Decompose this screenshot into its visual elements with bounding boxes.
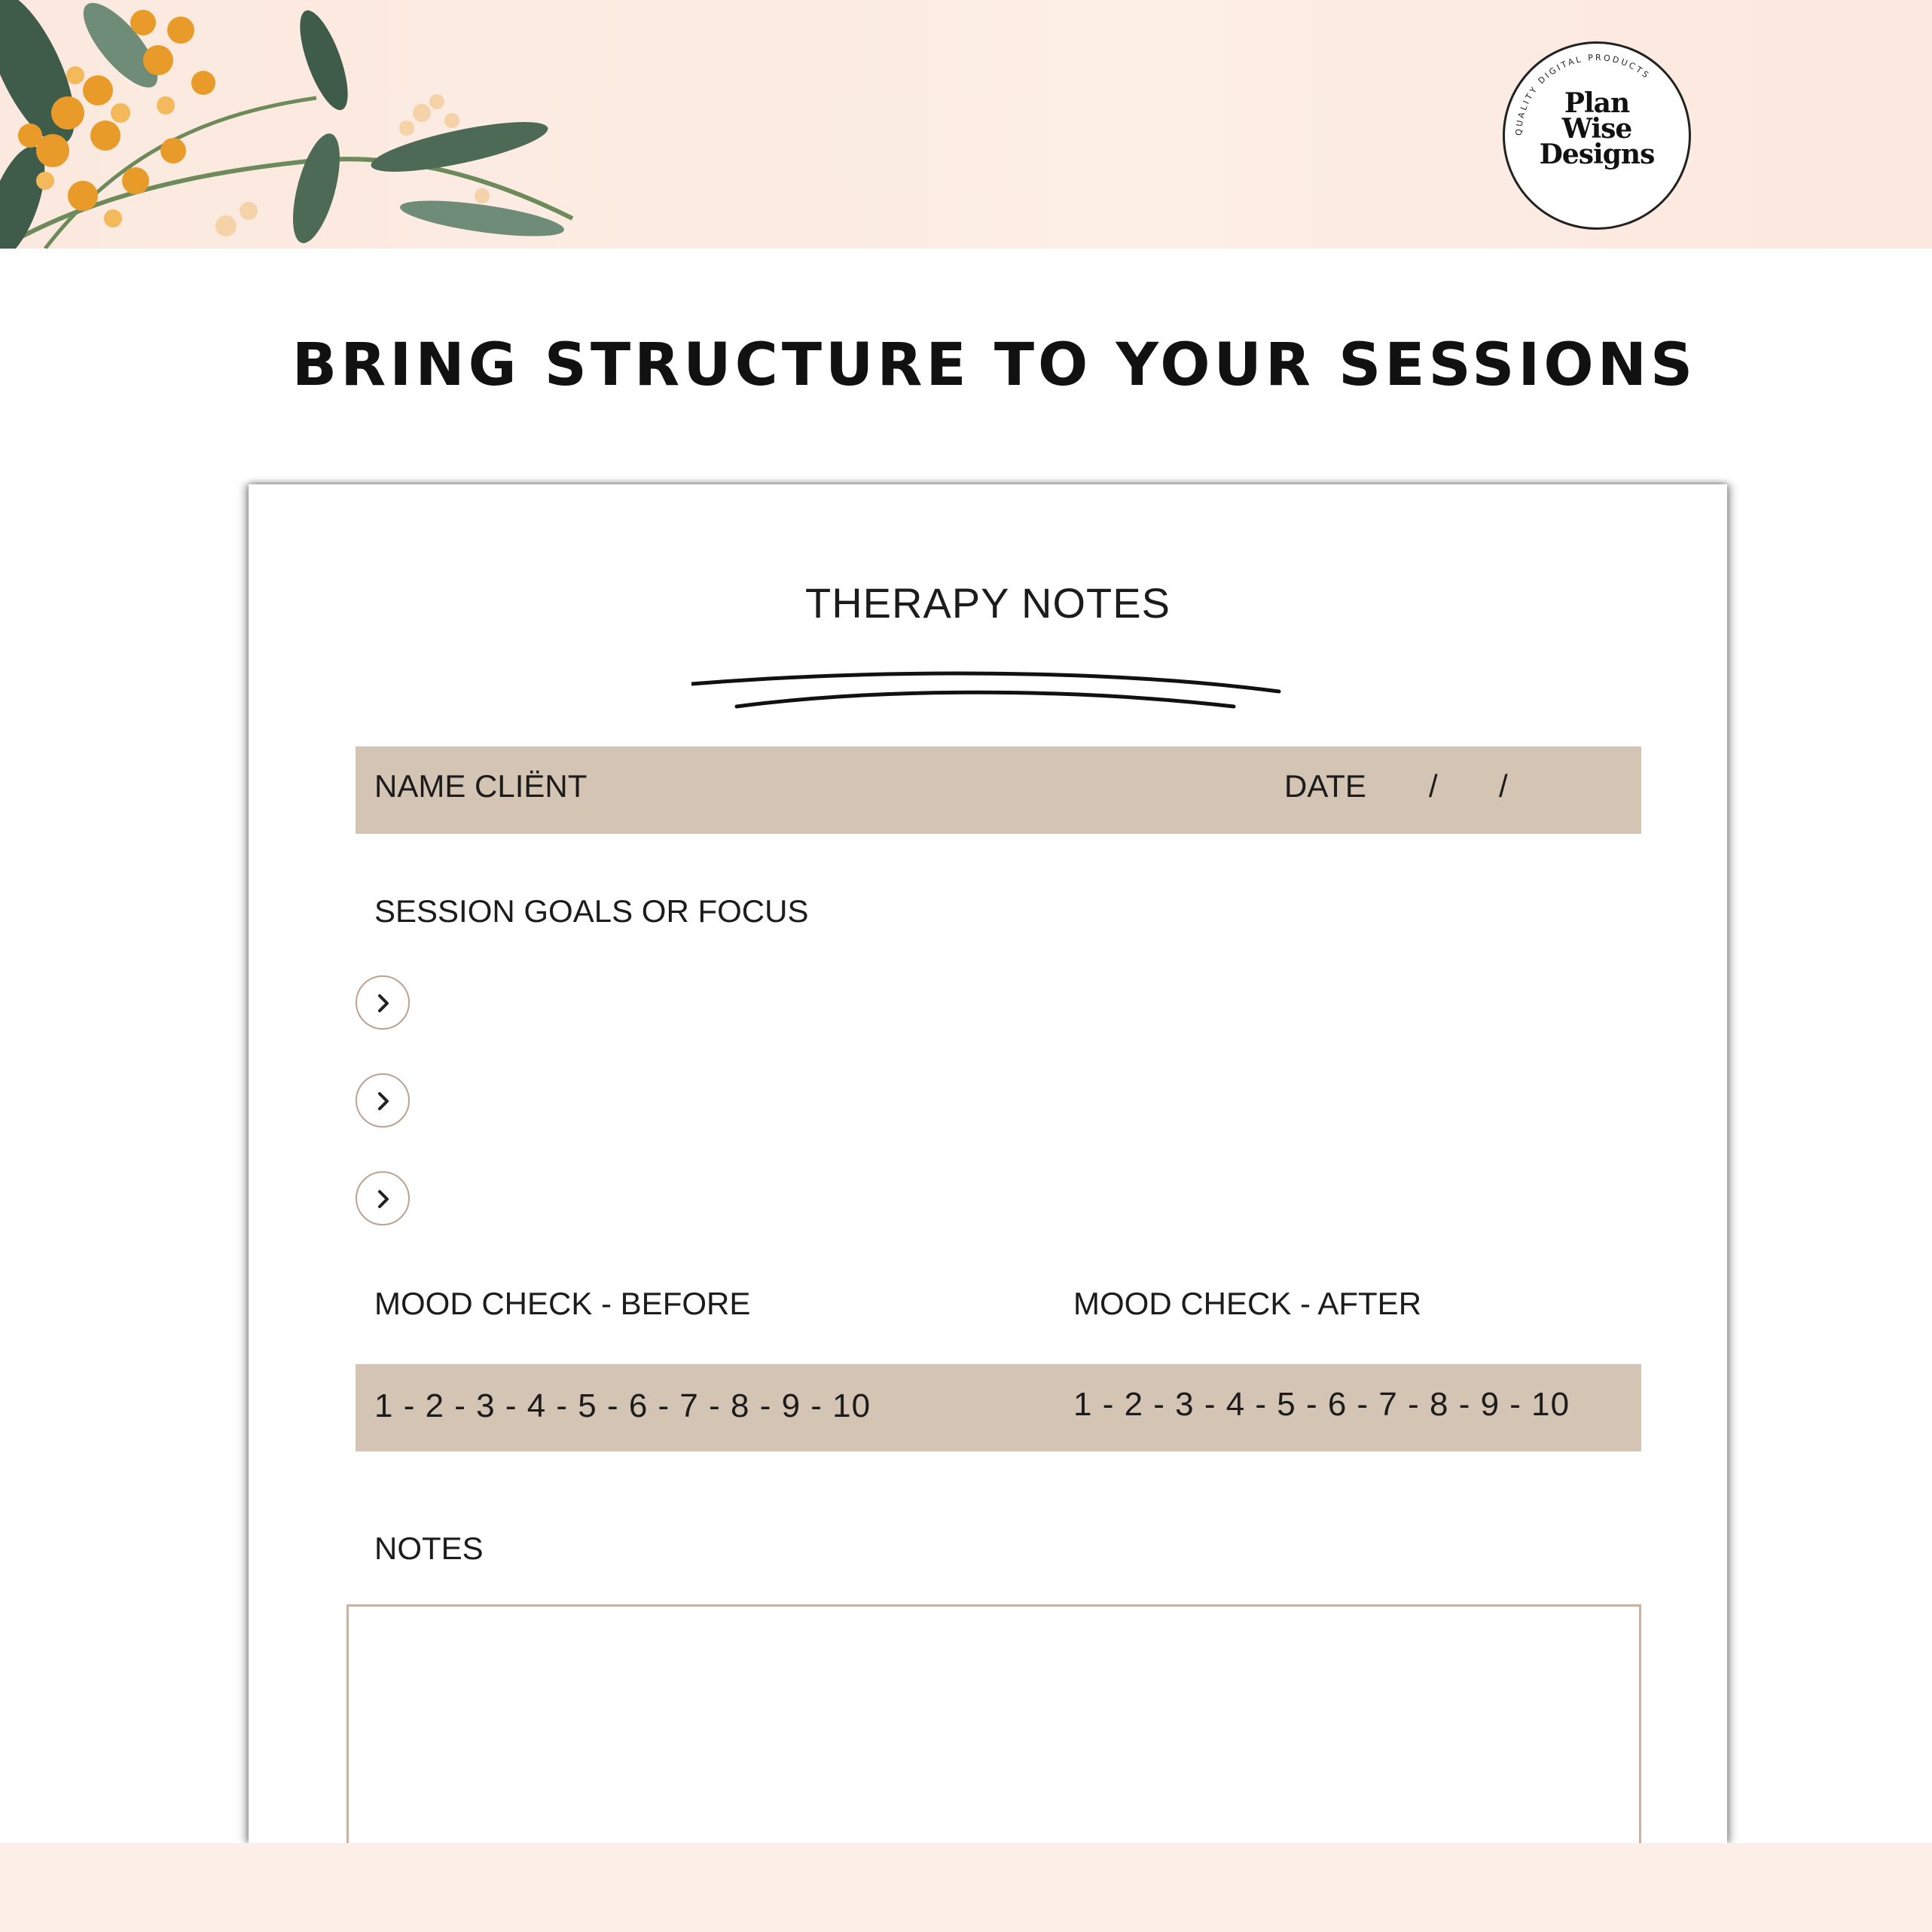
notes-box: [346, 1604, 1641, 1853]
session-goals-label: SESSION GOALS OR FOCUS: [374, 893, 809, 929]
chevron-right-icon: [374, 1188, 393, 1210]
chevron-right-icon: [374, 1090, 393, 1113]
mood-after-scale: 1 - 2 - 3 - 4 - 5 - 6 - 7 - 8 - 9 - 10: [1073, 1386, 1570, 1423]
flower-decoration-icon: [0, 0, 588, 249]
chevron-right-icon: [374, 992, 393, 1015]
therapy-notes-sheet: [249, 484, 1727, 1843]
goal-bullet-3: [356, 1171, 410, 1225]
mood-after-label: MOOD CHECK - AFTER: [1073, 1286, 1422, 1321]
date-label: DATE: [1284, 768, 1366, 804]
mood-before-label: MOOD CHECK - BEFORE: [374, 1286, 751, 1321]
logo-wordmark: Plan Wise Designs: [1539, 87, 1655, 170]
notes-label: NOTES: [374, 1531, 484, 1566]
name-client-label: NAME CLIËNT: [374, 768, 588, 804]
goal-bullet-1: [356, 975, 410, 1030]
svg-text:QUALITY DIGITAL PRODUCTS: QUALITY DIGITAL PRODUCTS: [1513, 52, 1653, 136]
footer-band: [0, 1843, 1932, 1932]
brand-logo: [1503, 41, 1691, 230]
date-slash: /: [1429, 768, 1438, 804]
swoosh-divider-icon: [691, 661, 1294, 722]
page-headline: BRING STRUCTURE TO YOUR SESSIONS: [291, 331, 1697, 399]
form-title: THERAPY NOTES: [805, 579, 1170, 627]
header-banner: [0, 0, 1932, 249]
mood-before-scale: 1 - 2 - 3 - 4 - 5 - 6 - 7 - 8 - 9 - 10: [374, 1387, 871, 1424]
date-slash: /: [1499, 768, 1508, 804]
goal-bullet-2: [356, 1073, 410, 1128]
